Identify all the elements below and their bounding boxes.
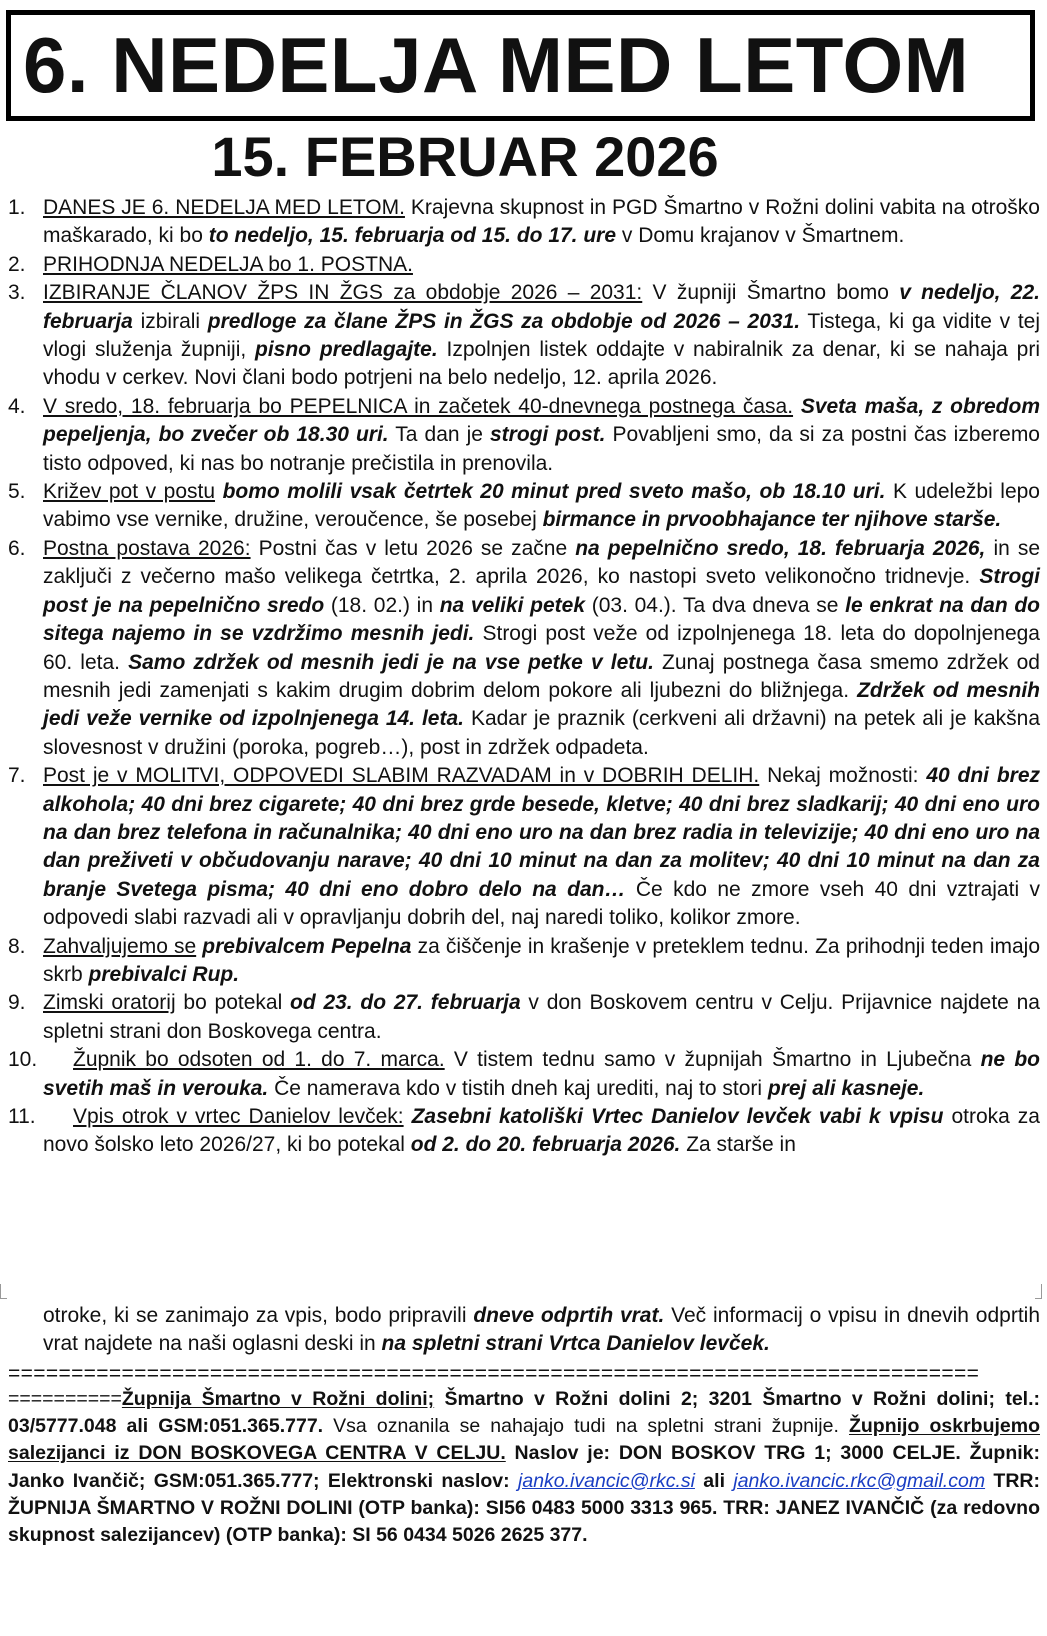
- body-text: otroka za novo šolsko leto 2026/27, ki bo potekal: [43, 1105, 1040, 1157]
- emphasis-text: to nedeljo, 15. februarja od 15. do 17. ure: [208, 224, 617, 248]
- body-text: Če kdo ne zmore vseh 40 dni vztrajati v odpovedi slabi razvadi ali v opravljanju dobrih del, naj naredi toliko, kolikor zmore.: [43, 877, 1041, 930]
- title-box: [6, 10, 1035, 121]
- notice-heading: Župnijo oskrbujemo salezijanci iz DON BOSKOVEGA CENTRA V CELJU.: [8, 1415, 1040, 1465]
- notice-number: 7.: [8, 764, 26, 788]
- emphasis-text: na pepelnično sredo, 18. februarja 2026,: [575, 536, 986, 560]
- emphasis-text: pisno predlagajte.: [255, 338, 438, 362]
- parish-contact-footer: [8, 1386, 1040, 1549]
- emphasis-text: Sveta maša, z obredom pepeljenja, bo zvečer ob 18.30 uri.: [43, 394, 1041, 447]
- body-text: Strogi post veže od izpolnjenega 18. leta do dopolnjenega 60. leta.: [43, 622, 1040, 674]
- emphasis-text: od 23. do 27. februarja: [290, 991, 521, 1015]
- body-text: Šmartno v Rožni dolini 2; 3201 Šmartno v Rožni dolini; tel.: 03/5777.048 ali GSM:051.365.777.: [8, 1388, 1040, 1438]
- emphasis-text: le enkrat na dan do sitega najemo in se vzdržimo mesnih jedi.: [43, 593, 1041, 646]
- notice-11-continuation: [43, 1302, 1040, 1359]
- body-text: Vsa oznanila se nahajajo tudi na spletni strani župnije.: [323, 1415, 849, 1438]
- body-text: Povabljeni smo, da si za postni čas izberemo tisto odpoved, ki nas bo notranje prečistila in prenovila.: [43, 423, 1040, 475]
- emphasis-text: na veliki petek: [439, 593, 586, 617]
- notice-heading: Post je v MOLITVI, ODPOVEDI SLABIM RAZVADAM in v DOBRIH DELIH.: [43, 764, 760, 788]
- page-break-mark-right: [1035, 1284, 1042, 1299]
- notice-heading: PRIHODNJA NEDELJA bo 1. POSTNA.: [43, 252, 413, 276]
- body-text: v don Boskovem centru v Celju. Prijavnice najdete na spletni strani don Boskovega centra.: [43, 991, 1040, 1043]
- notice-item: [8, 762, 1040, 932]
- emphasis-text: prebivalcem Pepelna: [202, 934, 412, 958]
- notice-heading: V sredo, 18. februarja bo PEPELNICA in začetek 40-dnevnega postnega časa.: [43, 394, 794, 418]
- notice-item: [8, 393, 1040, 478]
- emphasis-text: strogi post.: [489, 423, 606, 447]
- body-text: za čiščenje in krašenje v preteklem tednu. Za prihodnji teden imajo skrb: [43, 934, 1041, 986]
- body-text: TRR: ŽUPNIJA ŠMARTNO V ROŽNI DOLINI (OTP banka): SI56 0483 5000 3313 965. TRR: JANEZ IVANČIČ (za redovno skupnost salezijancev) (OTP banka): SI 56 0434 5026 2625 377.: [8, 1469, 1040, 1547]
- body-text: ali: [694, 1469, 734, 1492]
- emphasis-text: na spletni strani Vrtca Danielov levček.: [381, 1332, 770, 1356]
- notice-number: 3.: [8, 281, 26, 305]
- body-text: V župniji Šmartno bomo: [642, 281, 900, 305]
- page-title: 6. NEDELJA MED LETOM: [23, 21, 970, 109]
- emphasis-text: predloge za člane ŽPS in ŽGS za obdobje od 2026 – 2031.: [207, 309, 801, 333]
- emphasis-text: Zasebni katoliški Vrtec Danielov levček vabi k vpisu: [411, 1105, 944, 1128]
- notice-item: [8, 478, 1040, 535]
- emphasis-text: ne bo svetih maš in verouka.: [43, 1048, 1040, 1100]
- notice-number: 2.: [8, 252, 26, 276]
- email-link[interactable]: janko.ivancic@rkc.si: [518, 1469, 695, 1492]
- notice-item: [8, 1103, 1040, 1160]
- notice-item: [8, 251, 1040, 279]
- notice-heading: Križev pot v postu: [43, 480, 216, 504]
- emphasis-text: Strogi post je na pepelnično sredo: [43, 565, 1040, 617]
- body-text: Tistega, ki ga vidite v tej vlogi služenja župniji,: [43, 309, 1041, 362]
- body-text: Če namerava kdo v tistih dneh kaj urediti, naj to stori: [268, 1076, 768, 1100]
- notice-number: 6.: [8, 536, 26, 560]
- body-text: bo potekal: [175, 991, 291, 1015]
- emphasis-text: birmance in prvoobhajance ter njihove starše.: [542, 508, 1002, 532]
- notice-number: 9.: [8, 991, 26, 1015]
- body-text: v Domu krajanov v Šmartnem.: [616, 224, 905, 248]
- notice-item: [8, 933, 1040, 990]
- body-text: Kadar je praznik (cerkveni ali državni) na petek ali je kakšna slovesnost v družini (poroka, pogreb…), post in zdržek odpadeta.: [43, 707, 1040, 759]
- emphasis-text: od 2. do 20. februarja 2026.: [410, 1133, 681, 1157]
- body-text: [793, 395, 801, 418]
- body-text: izbirali: [132, 309, 208, 333]
- notice-heading: IZBIRANJE ČLANOV ŽPS IN ŽGS za obdobje 2026 – 2031:: [43, 281, 643, 305]
- notice-item: [8, 279, 1040, 393]
- body-text: in se zaključi z večerno mašo velikega četrtka, 2. aprila 2026, ko nastopi sveto velikonočno tridnevje.: [43, 536, 1041, 589]
- notice-item: [8, 194, 1040, 251]
- notice-number: 5.: [8, 480, 26, 504]
- body-text: Izpolnjen listek oddajte v nabiralnik za denar, ki se nahaja pri vhodu v cerkev. Novi člani bodo potrjeni na belo nedeljo, 12. aprila 2026.: [43, 338, 1040, 390]
- body-text: Nekaj možnosti:: [759, 764, 927, 788]
- notice-item: [8, 989, 1040, 1046]
- notice-heading: Postna postava 2026:: [43, 536, 251, 560]
- body-text: V tistem tednu samo v župnijah Šmartno in Ljubečna: [444, 1048, 981, 1072]
- emphasis-text: bomo molili vsak četrtek 20 minut pred sveto mašo, ob 18.10 uri.: [222, 480, 886, 504]
- body-text: Za starše in: [680, 1133, 796, 1157]
- body-text: [215, 480, 223, 503]
- notice-heading: Župnija Šmartno v Rožni dolini;: [121, 1388, 435, 1410]
- emphasis-text: prebivalci Rup.: [88, 962, 240, 986]
- body-text: Naslov je: DON BOSKOV TRG 1; 3000 CELJE. Župnik: Janko Ivančič; GSM:051.365.777; Elektronski naslov:: [8, 1442, 1041, 1492]
- notice-number: 10.: [8, 1048, 38, 1072]
- body-text: (03. 04.). Ta dva dneva se: [585, 593, 846, 617]
- page-break-mark-left: [0, 1284, 7, 1299]
- body-text: Krajevna skupnost in PGD Šmartno v Rožni dolini vabita na otroško maškarado, ki bo: [43, 196, 1040, 248]
- body-text: Zunaj postnega časa smemo zdržek od mesnih jedi zamenjati s kakim drugim dobrim delom pokore ali ljubezni do bližnjega.: [43, 650, 1040, 702]
- body-text: Več informacij o vpisu in dnevih odprtih vrat najdete na naši oglasni deski in: [43, 1304, 1040, 1356]
- body-text: (18. 02.) in: [324, 593, 440, 617]
- notice-item: [8, 1046, 1040, 1103]
- email-link[interactable]: janko.ivancic.rkc@gmail.com: [733, 1469, 986, 1492]
- body-text: [404, 1105, 412, 1128]
- notice-number: 8.: [8, 934, 26, 958]
- notice-heading: Zimski oratorij: [43, 991, 176, 1015]
- body-text: Ta dan je: [388, 423, 490, 447]
- notice-heading: Vpis otrok v vrtec Danielov levček:: [73, 1105, 404, 1128]
- notice-number: 4.: [8, 394, 26, 418]
- page-date: 15. FEBRUAR 2026: [211, 125, 719, 188]
- notice-number: 1.: [8, 196, 26, 219]
- notices-list: [8, 194, 1040, 1160]
- separator-line: =============================================================================: [8, 1362, 980, 1385]
- notice-item: [8, 535, 1040, 762]
- body-text: Postni čas v letu 2026 se začne: [250, 536, 576, 560]
- notice-number: 11.: [8, 1105, 36, 1128]
- notice-heading: DANES JE 6. NEDELJA MED LETOM.: [43, 196, 405, 219]
- emphasis-text: v nedeljo, 22. februarja: [43, 281, 1040, 333]
- notice-heading: Zahvaljujemo se: [43, 934, 197, 958]
- emphasis-text: Samo zdržek od mesnih jedi je na vse petke v letu.: [128, 650, 654, 674]
- emphasis-text: Zdržek od mesnih jedi veže vernike od izpolnjenega 14. leta.: [43, 678, 1040, 731]
- body-text: otroke, ki se zanimajo za vpis, bodo pripravili: [43, 1304, 474, 1327]
- emphasis-text: prej ali kasneje.: [767, 1076, 925, 1100]
- emphasis-text: dneve odprtih vrat.: [473, 1304, 665, 1327]
- notice-heading: Župnik bo odsoten od 1. do 7. marca.: [73, 1048, 445, 1072]
- emphasis-text: 40 dni brez alkohola; 40 dni brez cigarete; 40 dni brez grde besede, kletve; 40 dni brez sladkarij; 40 dni eno uro na dan brez telefona in računalnika; 40 dni eno uro na dan brez radia in televizije; 40 dni eno uro na dan preživeti v občudovanju narave; 40 dni 10 minut na dan za molitev; 40 dni 10 minut na dan za branje Svetega pisma; 40 dni eno dobro delo na dan…: [43, 764, 1041, 901]
- body-text: K udeležbi lepo vabimo vse vernike, družine, veroučence, še posebej: [43, 480, 1040, 532]
- body-text: ==========: [8, 1388, 122, 1410]
